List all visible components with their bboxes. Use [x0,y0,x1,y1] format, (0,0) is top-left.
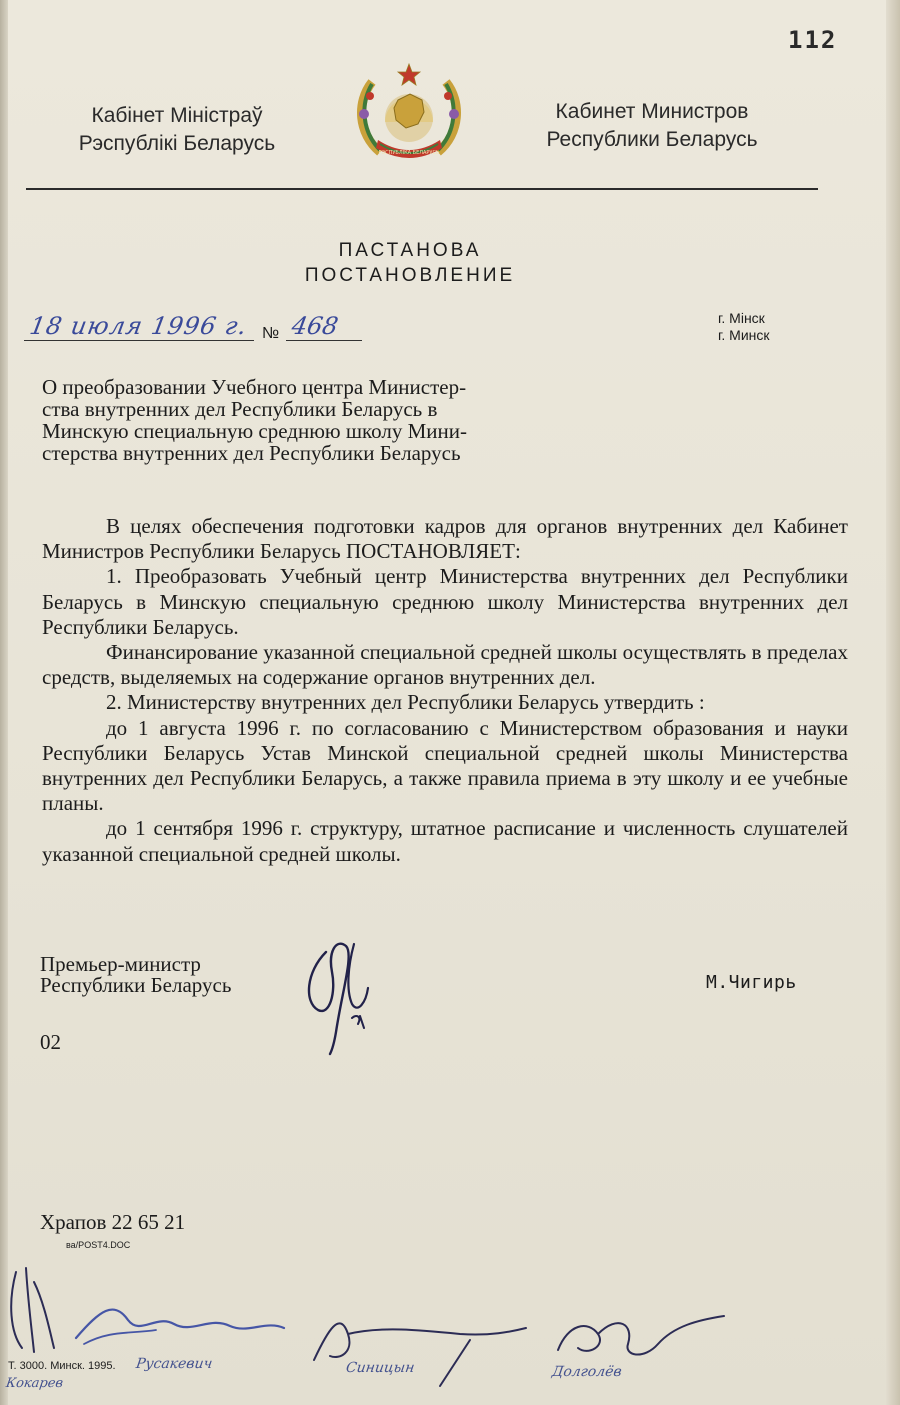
body-paragraph: В целях обеспечения подготовки кадров для органов внутренних дел Кабинет Министров Республики Беларусь ПОСТАНОВЛЯЕТ: [42,514,848,564]
subject-line: О преобразовании Учебного центра Министер- [42,375,467,399]
body-paragraph: 1. Преобразовать Учебный центр Министерства внутренних дел Республики Беларусь в Минскую специальную среднюю школу Министерства внутренних дел Республики Беларусь. [42,564,848,639]
emblem-ribbon-text: РЭСПУБЛІКА БЕЛАРУСЬ [378,150,440,156]
handwritten-number: 468 [289,312,341,340]
prime-minister-signature-icon [296,932,386,1062]
signatory-title [40,954,231,996]
sheet-number: 112 [788,26,838,54]
subject-line: Минскую специальную среднюю школу Мини- [42,419,467,443]
body-paragraph: 2. Министерству внутренних дел Республики Беларусь утвердить : [106,690,705,715]
signatory-title-line2: Республики Беларусь [40,973,232,997]
visa-name: Кокарев [4,1376,65,1391]
registration-code: 02 [40,1030,61,1054]
document-type-belarusian: ПАСТАНОВА [338,240,482,261]
header-belarusian [62,102,292,158]
subject-line: стерства внутренних дел Республики Беларусь [42,441,461,465]
document-body [42,514,848,867]
state-emblem-icon [350,62,468,166]
header-right-line2: Республики Беларусь [546,128,758,151]
handwritten-date: 18 июля 1996 г. [27,312,250,340]
document-subject [42,376,562,464]
body-paragraph: Финансирование указанной специальной средней школы осуществлять в пределах средств, выделяемых на содержание органов внутренних дел. [42,640,848,690]
date-underline [24,340,254,341]
header-left-line1: Кабінет Міністраў [91,104,263,127]
city-belarusian: г. Мінск [718,310,765,326]
visa-name: Синицын [344,1360,416,1376]
number-label: № [262,325,280,342]
header-divider [26,188,818,190]
binding-edge [0,0,8,1405]
header-left-line2: Рэспублікі Беларусь [78,132,276,155]
signatory-title-line1: Премьер-министр [40,952,201,976]
page-edge [886,0,900,1405]
executor-contact: Храпов 22 65 21 [40,1210,186,1234]
number-underline [286,340,362,341]
visa-signature-icon [70,1290,290,1360]
city-russian: г. Минск [718,327,770,343]
document-type [300,238,520,288]
visa-signature-icon [4,1262,64,1358]
body-paragraph: до 1 августа 1996 г. по согласованию с Министерством образования и науки Республики Беларусь Устав Минской специальной средней школы Министерства внутренних дел Республики Беларусь, а также правила приема в эту школу и ее учебные планы. [42,715,848,816]
header-russian [522,98,782,154]
city-block [718,310,770,344]
file-name: ва/POST4.DOC [66,1240,131,1250]
subject-line: ства внутренних дел Республики Беларусь в [42,397,438,421]
visa-signature-icon [300,1300,530,1390]
header-right-line1: Кабинет Министров [555,100,749,123]
document-type-russian: ПОСТАНОВЛЕНИЕ [304,265,516,286]
visa-name: Русакевич [134,1356,214,1372]
signer-name: М.Чигирь [706,972,797,993]
body-paragraph: до 1 сентября 1996 г. структуру, штатное расписание и численность слушателей указанной специальной средней школы. [42,816,848,866]
print-mark: Т. 3000. Минск. 1995. [8,1360,116,1372]
visa-name: Долголёв [550,1364,623,1380]
